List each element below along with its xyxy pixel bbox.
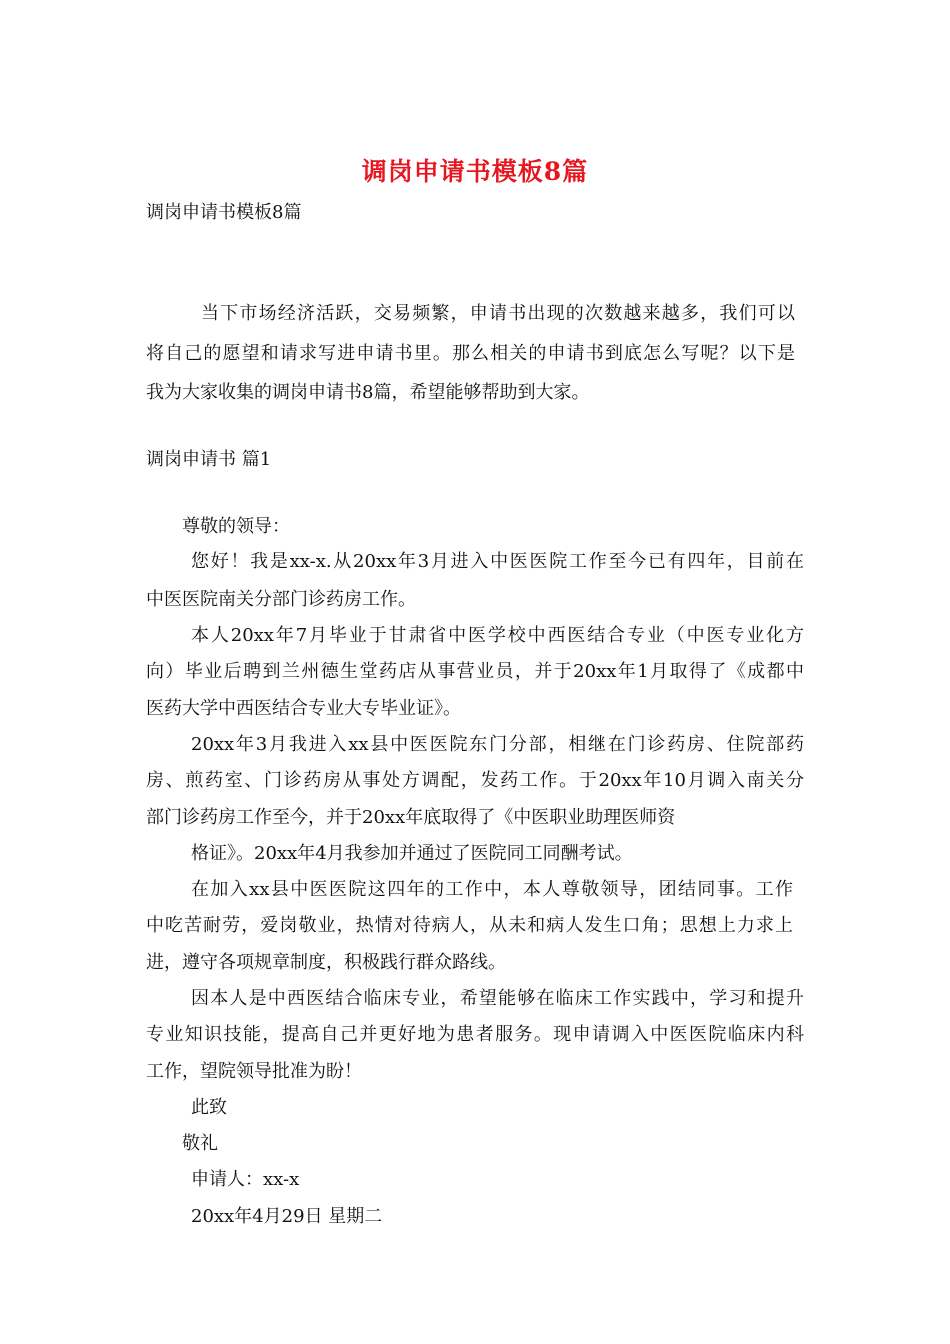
body-line-7: 房、煎药室、门诊药房从事处方调配，发药工作。于20xx年10月调入南关分 [146, 770, 804, 791]
body-line-14: 专业知识技能，提高自己并更好地为患者服务。现申请调入中医医院临床内科 [146, 1024, 804, 1045]
body-line-1: 您好！我是xx-x.从20xx年3月进入中医医院工作至今已有四年，目前在 [191, 551, 804, 572]
body-line-2: 中医医院南关分部门诊药房工作。 [146, 589, 416, 610]
body-line-11: 中吃苦耐劳，爱岗敬业，热情对待病人，从未和病人发生口角；思想上力求上 [146, 915, 793, 936]
closing-cizhi: 此致 [191, 1097, 227, 1118]
body-line-4: 向）毕业后聘到兰州德生堂药店从事营业员，并于20xx年1月取得了《成都中 [146, 661, 804, 682]
body-line-13: 因本人是中西医结合临床专业，希望能够在临床工作实践中，学习和提升 [191, 988, 804, 1009]
body-line-12: 进，遵守各项规章制度，积极践行群众路线。 [146, 952, 506, 973]
body-line-10: 在加入xx县中医医院这四年的工作中，本人尊敬领导，团结同事。工作 [191, 879, 793, 900]
body-line-5: 医药大学中西医结合专业大专毕业证》。 [146, 698, 461, 719]
closing-applicant: 申请人：xx-x [191, 1169, 300, 1190]
document-subtitle: 调岗申请书模板8篇 [146, 202, 302, 223]
body-line-9: 格证》。20xx年4月我参加并通过了医院同工同酬考试。 [191, 843, 633, 864]
body-line-8: 部门诊药房工作至今，并于20xx年底取得了《中医职业助理医师资 [146, 807, 676, 828]
body-line-6: 20xx年3月我进入xx县中医医院东门分部，相继在门诊药房、住院部药 [191, 734, 804, 755]
intro-line-3: 我为大家收集的调岗申请书8篇，希望能够帮助到大家。 [146, 382, 590, 403]
intro-line-1: 当下市场经济活跃，交易频繁，申请书出现的次数越来越多，我们可以 [201, 303, 795, 324]
salutation: 尊敬的领导： [182, 516, 290, 537]
section-heading: 调岗申请书 篇1 [146, 449, 272, 470]
document-title: 调岗申请书模板8篇 [361, 157, 589, 186]
intro-line-2: 将自己的愿望和请求写进申请书里。那么相关的申请书到底怎么写呢？以下是 [146, 343, 795, 364]
closing-date: 20xx年4月29日 星期二 [191, 1206, 383, 1227]
closing-jingli: 敬礼 [182, 1133, 218, 1154]
body-line-15: 工作，望院领导批准为盼！ [146, 1061, 362, 1082]
body-line-3: 本人20xx年7月毕业于甘肃省中医学校中西医结合专业（中医专业化方 [191, 625, 804, 646]
